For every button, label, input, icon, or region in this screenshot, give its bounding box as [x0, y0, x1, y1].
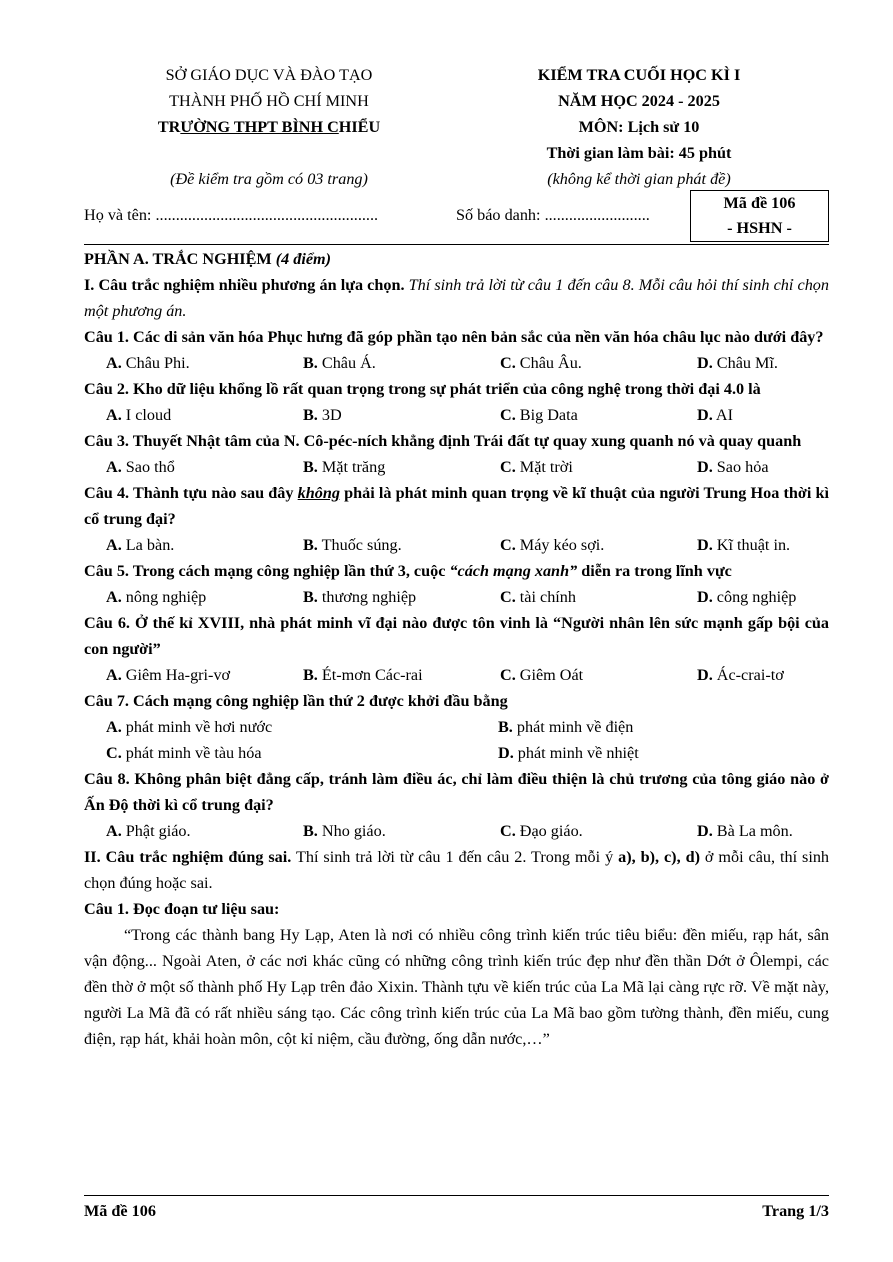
exam-header	[84, 62, 829, 192]
question-7-options-row2	[84, 740, 829, 766]
question-4: Câu 4. Thành tựu nào sau đây không phải là phát minh quan trọng về kĩ thuật của người Trung Hoa thời kì cổ trung đại?	[84, 484, 829, 528]
exam-title: KIỂM TRA CUỐI HỌC KÌ I	[537, 66, 741, 84]
emphasis-phrase: “cách mạng xanh”	[449, 562, 578, 580]
part2-title: II. Câu trắc nghiệm đúng sai.	[84, 848, 292, 866]
question-3: Câu 3. Thuyết Nhật tâm của N. Cô-péc-ních khẳng định Trái đất tự quay xung quanh nó và quay quanh	[84, 432, 802, 450]
department-name: SỞ GIÁO DỤC VÀ ĐÀO TẠO	[165, 66, 373, 84]
exam-code-sub: - HSHN -	[727, 219, 792, 237]
option-c: C. Đạo giáo.	[500, 822, 583, 840]
school-year: NĂM HỌC 2024 - 2025	[558, 92, 720, 110]
city-name: THÀNH PHỐ HỒ CHÍ MINH	[169, 92, 369, 110]
question-4-options	[84, 532, 829, 558]
question-7-options-row1	[84, 714, 829, 740]
option-d: D. Bà La môn.	[697, 822, 793, 840]
source-passage: “Trong các thành bang Hy Lạp, Aten là nơi có nhiều công trình kiến trúc tiêu biểu: đền miếu, rạp hát, sân vận động... Ngoài Aten, ở các nơi khác cũng có những công trình kiến trúc đẹp như đền thần Dớt ở Ôlempi, các đền thờ ở một số thành phố Hy Lạp trên đảo Xixin. Thành tựu về kiến trúc của La Mã lại càng rực rỡ. Về mặt này, người La Mã đã có rất nhiều sáng tạo. Các công trình kiến trúc của La Mã bao gồm tường thành, đền miếu, cung điện, rạp hát, khải hoàn môn, cột kỉ niệm, cầu đường, ống dẫn nước,…”	[84, 926, 829, 1048]
section-a	[84, 246, 829, 1052]
part2-question-1: Câu 1. Đọc đoạn tư liệu sau:	[84, 900, 280, 918]
option-c: C. phát minh về tàu hóa	[106, 744, 262, 762]
option-b: B. Ét-mơn Các-rai	[303, 666, 423, 684]
option-a: A. nông nghiệp	[106, 588, 207, 606]
question-6-options	[84, 662, 829, 688]
school-name: TRƯỜNG THPT BÌNH CHIỂU	[157, 118, 381, 136]
option-b: B. Thuốc súng.	[303, 536, 402, 554]
option-a: A. phát minh về hơi nước	[106, 718, 273, 736]
option-a: A. Sao thổ	[106, 458, 175, 476]
option-a: A. Châu Phi.	[106, 354, 190, 372]
option-c: C. Big Data	[500, 406, 578, 424]
question-5: Câu 5. Trong cách mạng công nghiệp lần thứ 3, cuộc “cách mạng xanh” diễn ra trong lĩnh vực	[84, 562, 732, 580]
option-c: C. Giêm Oát	[500, 666, 584, 684]
duration-note: (không kể thời gian phát đề)	[547, 170, 731, 188]
exam-info	[469, 62, 809, 192]
option-d: D. Kĩ thuật in.	[697, 536, 791, 554]
section-a-points: (4 điểm)	[275, 250, 332, 268]
option-b: B. Châu Á.	[303, 354, 376, 372]
question-8: Câu 8. Không phân biệt đẳng cấp, tránh làm điều ác, chỉ làm điều thiện là chủ trương của tông giáo nào ở Ấn Độ thời kì cổ trung đại?	[84, 770, 829, 814]
footer-exam-code: Mã đề 106	[84, 1202, 156, 1220]
option-c: C. tài chính	[500, 588, 576, 606]
page-footer	[84, 1195, 829, 1224]
student-info-row	[84, 194, 829, 246]
question-8-options	[84, 818, 829, 844]
option-a: A. Giêm Ha-gri-vơ	[106, 666, 231, 684]
question-2-options	[84, 402, 829, 428]
option-d: D. phát minh về nhiệt	[498, 744, 639, 762]
option-c: C. Mặt trời	[500, 458, 573, 476]
option-b: B. Nho giáo.	[303, 822, 386, 840]
school-info	[84, 62, 454, 192]
student-name-field: Họ và tên: .......................................................	[84, 206, 379, 224]
option-b: B. 3D	[303, 406, 342, 424]
option-a: A. I cloud	[106, 406, 172, 424]
option-b: B. Mặt trăng	[303, 458, 386, 476]
exam-code: Mã đề 106	[723, 194, 796, 212]
question-1-options	[84, 350, 829, 376]
option-b: B. thương nghiệp	[303, 588, 417, 606]
option-a: A. Phật giáo.	[106, 822, 191, 840]
emphasis-word: không	[297, 484, 340, 502]
footer-divider	[84, 1195, 829, 1196]
question-2: Câu 2. Kho dữ liệu khổng lồ rất quan trọng trong sự phát triển của công nghệ trong thời đại 4.0 là	[84, 380, 761, 398]
option-c: C. Châu Âu.	[500, 354, 582, 372]
option-d: D. công nghiệp	[697, 588, 797, 606]
question-3-options	[84, 454, 829, 480]
page-count-note: (Đề kiểm tra gồm có 03 trang)	[170, 170, 368, 188]
option-b: B. phát minh về điện	[498, 718, 634, 736]
question-6: Câu 6. Ở thế kỉ XVIII, nhà phát minh vĩ đại nào được tôn vinh là “Người nhân lên sức mạnh gấp bội của con người”	[84, 614, 829, 658]
header-divider	[84, 244, 829, 245]
exam-code-box	[690, 190, 829, 242]
question-7: Câu 7. Cách mạng công nghiệp lần thứ 2 được khởi đầu bằng	[84, 692, 508, 710]
subject: MÔN: Lịch sử 10	[578, 118, 700, 136]
question-1: Câu 1. Các di sản văn hóa Phục hưng đã góp phần tạo nên bản sắc của nền văn hóa châu lục nào dưới đây?	[84, 328, 824, 346]
option-d: D. Châu Mĩ.	[697, 354, 778, 372]
exam-page	[84, 62, 829, 1052]
option-c: C. Máy kéo sợi.	[500, 536, 605, 554]
page-number: Trang 1/3	[762, 1202, 829, 1220]
option-d: D. Sao hỏa	[697, 458, 769, 476]
part2-heading: II. Câu trắc nghiệm đúng sai. Thí sinh trả lời từ câu 1 đến câu 2. Trong mỗi ý a), b), c), d) ở mỗi câu, thí sinh chọn đúng hoặc sai.	[84, 848, 830, 892]
part1-title: I. Câu trắc nghiệm nhiều phương án lựa chọn.	[84, 276, 405, 294]
section-a-title: PHẦN A. TRẮC NGHIỆM	[84, 250, 276, 268]
duration: Thời gian làm bài: 45 phút	[546, 144, 732, 162]
student-id-field: Số báo danh: ..........................	[456, 206, 650, 224]
option-d: D. Ác-crai-tơ	[697, 666, 784, 684]
part1-instruction: Thí sinh trả lời từ câu 1 đến câu 8. Mỗi câu hỏi thí sinh chỉ chọn một phương án.	[84, 276, 829, 320]
question-5-options	[84, 584, 829, 610]
option-d: D. AI	[697, 406, 733, 424]
option-a: A. La bàn.	[106, 536, 175, 554]
